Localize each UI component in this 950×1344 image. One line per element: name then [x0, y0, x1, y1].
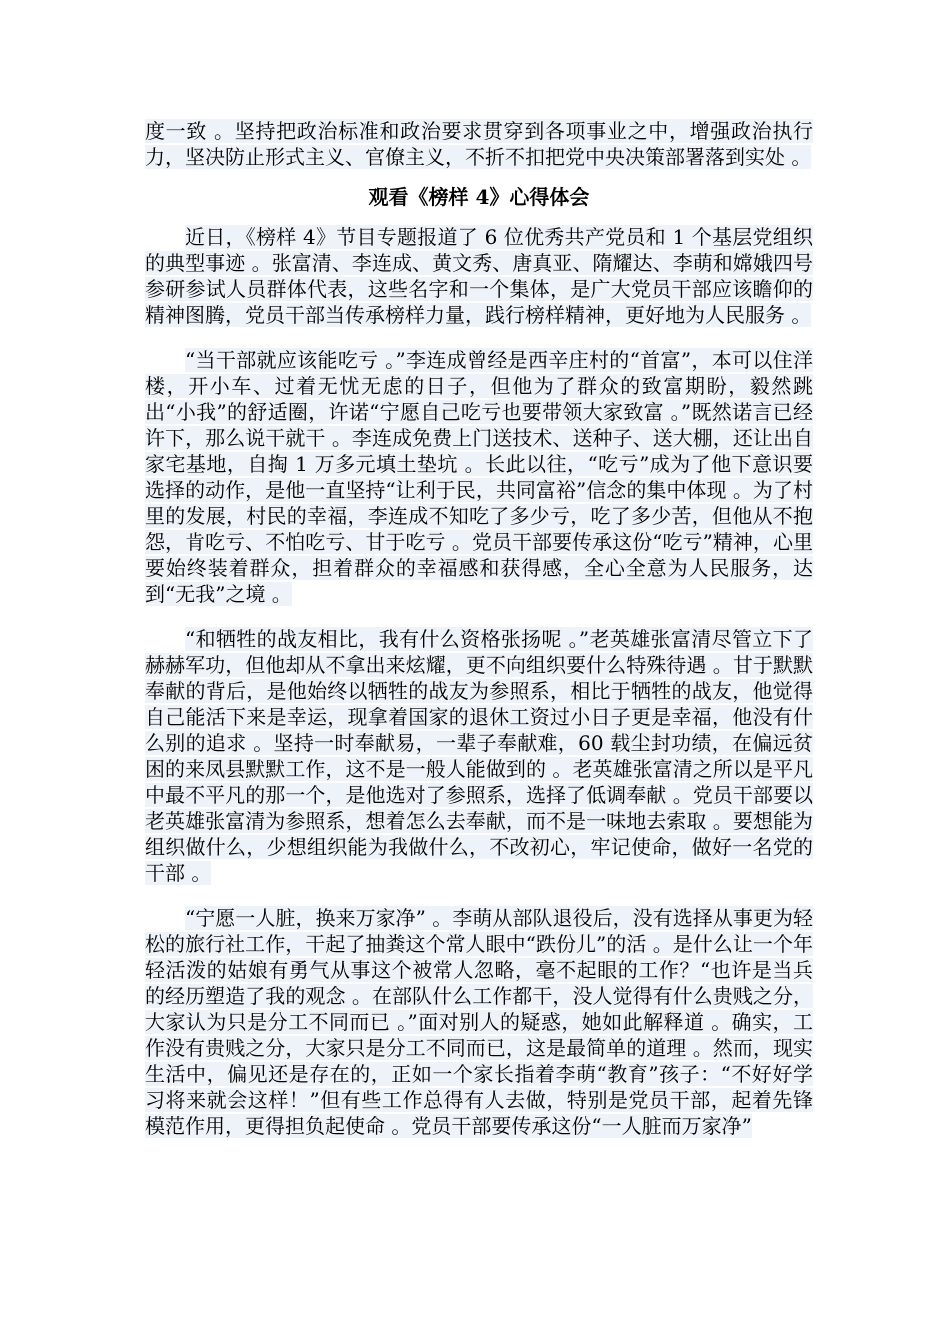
body-paragraph-2 — [145, 347, 813, 607]
body-paragraph-1 — [145, 224, 813, 328]
document-title: 观看《榜样 4》心得体会 — [368, 185, 590, 209]
body-paragraph-3-text: “和牺牲的战友相比，我有什么资格张扬呢 。”老英雄张富清尽管立下了赫赫军功，但他却从不拿出来炫耀，更不向组织要什么特殊待遇 。甘于默默奉献的背后，是他始终以牺牲的战友为参照系，相比于牺牲的战友，他觉得自己能活下来是幸运，现拿着国家的退休工资过小日子更是幸福，他没有什么别的追求 。坚持一时奉献易，一辈子奉献难，60 载尘封功绩，在偏远贫困的来凤县默默工作，这不是一般人能做到的 。老英雄张富清之所以是平凡中最不平凡的那一个，是他选对了参照系，选择了低调奉献 。党员干部要以老英雄张富清为参照系，想着怎么去奉献，而不是一味地去索取 。要想能为组织做什么，少想组织能为我做什么，不改初心，牢记使命，做好一名党的干部 。 — [145, 627, 813, 885]
paragraph-spacer — [145, 328, 813, 347]
paragraph-spacer — [145, 607, 813, 626]
paragraph-spacer — [145, 886, 813, 905]
body-paragraph-1-text: 近日，《榜样 4》节目专题报道了 6 位优秀共产党员和 1 个基层党组织的典型事迹 。张富清、李连成、黄文秀、唐真亚、隋耀达、李萌和嫦娥四号参研参试人员群体代表，这些名字和一个集体，是广大党员干部应该瞻仰的精神图腾，党员干部当传承榜样力量，践行榜样精神，更好地为人民服务 。 — [145, 225, 813, 327]
body-paragraph-3 — [145, 626, 813, 886]
body-paragraph-4-text: “宁愿一人脏，换来万家净” 。李萌从部队退役后，没有选择从事更为轻松的旅行社工作，干起了抽粪这个常人眼中“跌份儿”的活 。是什么让一个年轻活泼的姑娘有勇气从事这个被常人忽略，毫不起眼的工作？“也许是当兵的经历塑造了我的观念 。在部队什么工作都干，没人觉得有什么贵贱之分，大家认为只是分工不同而已 。”面对别人的疑惑，她如此解释道 。确实，工作没有贵贱之分，大家只是分工不同而已，这是最简单的道理 。然而，现实生活中，偏见还是存在的，正如一个家长指着李萌“教育”孩子：“不好好学习将来就会这样！”但有些工作总得有人去做，特别是党员干部，起着先锋模范作用，更得担负起使命 。党员干部要传承这份“一人脏而万家净” — [145, 906, 813, 1138]
body-paragraph-4 — [145, 905, 813, 1139]
intro-paragraph — [145, 118, 813, 170]
body-paragraph-2-text: “当干部就应该能吃亏 。”李连成曾经是西辛庄村的“首富”，本可以住洋楼，开小车、过着无忧无虑的日子，但他为了群众的致富期盼，毅然跳出“小我”的舒适圈，许诺“宁愿自己吃亏也要带领大家致富 。”既然诺言已经许下，那么说干就干 。李连成免费上门送技术、送种子、送大棚，还让出自家宅基地，自掏 1 万多元填土垫坑 。长此以往，“吃亏”成为了他下意识要选择的动作，是他一直坚持“让利于民，共同富裕”信念的集中体现 。为了村里的发展，村民的幸福，李连成不知吃了多少亏，吃了多少苦，但他从不抱怨，肯吃亏、不怕吃亏、甘于吃亏 。党员干部要传承这份“吃亏”精神，心里要始终装着群众，担着群众的幸福感和获得感，全心全意为人民服务，达到“无我”之境 。 — [145, 348, 813, 606]
document-page — [145, 118, 813, 1139]
intro-paragraph-text: 度一致 。坚持把政治标准和政治要求贯穿到各项事业之中，增强政治执行力，坚决防止形式主义、官僚主义，不折不扣把党中央决策部署落到实处 。 — [145, 119, 813, 169]
